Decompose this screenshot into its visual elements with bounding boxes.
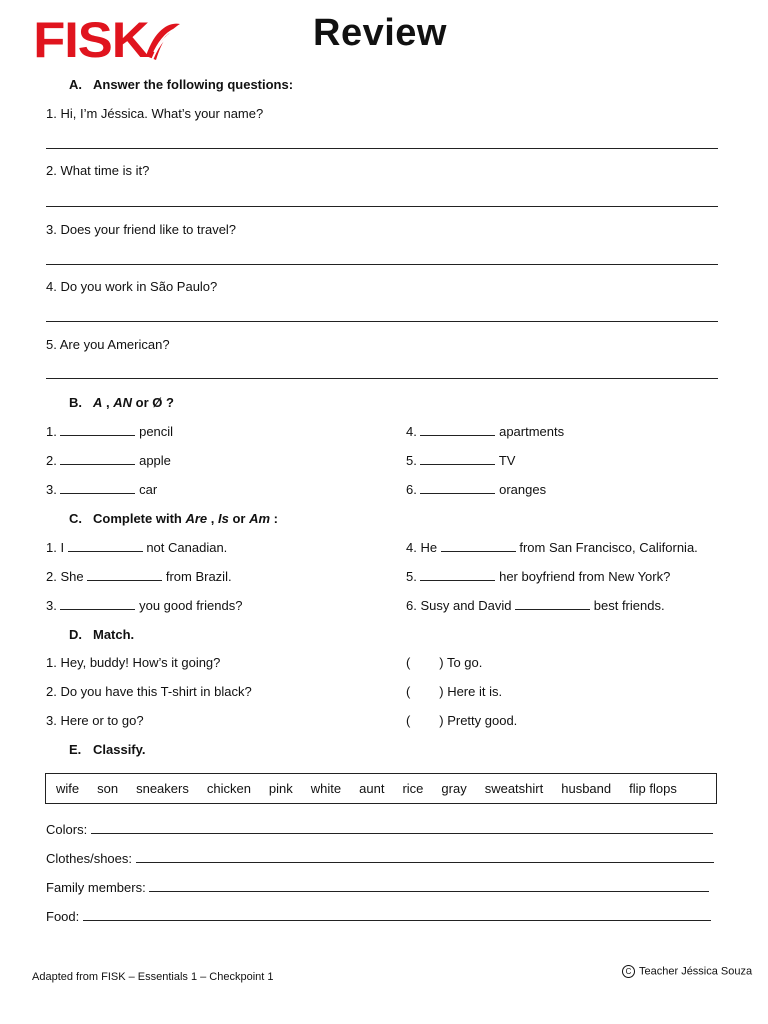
blank-field[interactable] bbox=[420, 453, 495, 465]
item-pre: 1. I bbox=[46, 540, 65, 555]
blank-field[interactable] bbox=[68, 540, 143, 552]
category-label: Family members: bbox=[46, 880, 146, 895]
word-bank-item: rice bbox=[402, 781, 424, 796]
verb-item-3 bbox=[46, 598, 242, 613]
word-bank-item: sweatshirt bbox=[484, 781, 544, 796]
blank-field[interactable] bbox=[60, 482, 135, 494]
section-d-title: Match. bbox=[93, 627, 135, 642]
item-word: apple bbox=[139, 453, 171, 468]
section-d-letter: D. bbox=[69, 627, 82, 642]
match-paren-box[interactable]: ( ) bbox=[406, 713, 444, 728]
word-bank-item: husband bbox=[561, 781, 612, 796]
section-e-letter: E. bbox=[69, 742, 82, 757]
word-bank-item: son bbox=[97, 781, 119, 796]
section-a-letter: A. bbox=[69, 77, 82, 92]
category-label: Food: bbox=[46, 909, 80, 924]
question-mark: ? bbox=[162, 395, 174, 410]
article-item-6 bbox=[406, 482, 546, 497]
category-fill-line[interactable] bbox=[83, 909, 711, 921]
item-pre: 2. She bbox=[46, 569, 84, 584]
item-word: car bbox=[139, 482, 158, 497]
category-fill-line[interactable] bbox=[149, 880, 709, 892]
blank-field[interactable] bbox=[60, 598, 135, 610]
item-post: best friends. bbox=[593, 598, 665, 613]
heading-pre: Complete with bbox=[93, 511, 186, 526]
match-answer-2 bbox=[406, 684, 502, 699]
match-question-2: 2. Do you have this T-shirt in black? bbox=[46, 684, 252, 699]
blank-field[interactable] bbox=[60, 424, 135, 436]
item-number: 5. bbox=[406, 453, 417, 468]
category-fill-line[interactable] bbox=[136, 851, 714, 863]
fisk-logo bbox=[33, 12, 182, 68]
section-c-heading bbox=[69, 511, 278, 526]
section-c-letter: C. bbox=[69, 511, 82, 526]
category-label: Clothes/shoes: bbox=[46, 851, 132, 866]
category-label: Colors: bbox=[46, 822, 88, 837]
blank-field[interactable] bbox=[60, 453, 135, 465]
category-colors bbox=[46, 822, 713, 837]
question-4: 4. Do you work in São Paulo? bbox=[46, 279, 218, 294]
article-item-1 bbox=[46, 424, 173, 439]
answer-line-2[interactable] bbox=[46, 206, 718, 207]
blank-field[interactable] bbox=[420, 424, 495, 436]
section-a-heading bbox=[69, 77, 293, 92]
sep: , bbox=[207, 511, 218, 526]
item-pre: 3. bbox=[46, 598, 57, 613]
verb-item-2 bbox=[46, 569, 232, 584]
footer-author bbox=[622, 965, 752, 978]
item-post: from Brazil. bbox=[165, 569, 232, 584]
word-bank-item: white bbox=[310, 781, 342, 796]
verb-are: Are bbox=[185, 511, 208, 526]
sep-1: , bbox=[102, 395, 114, 410]
section-e-title: Classify. bbox=[93, 742, 146, 757]
word-bank-item: aunt bbox=[359, 781, 385, 796]
item-number: 2. bbox=[46, 453, 57, 468]
article-item-4 bbox=[406, 424, 564, 439]
item-number: 3. bbox=[46, 482, 57, 497]
item-number: 4. bbox=[406, 424, 417, 439]
item-word: apartments bbox=[499, 424, 565, 439]
verb-is: Is bbox=[217, 511, 229, 526]
blank-field[interactable] bbox=[420, 569, 495, 581]
item-number: 1. bbox=[46, 424, 57, 439]
section-d-heading bbox=[69, 627, 134, 642]
answer-line-5[interactable] bbox=[46, 378, 718, 379]
question-3: 3. Does your friend like to travel? bbox=[46, 222, 237, 237]
match-answer-3 bbox=[406, 713, 517, 728]
category-fill-line[interactable] bbox=[91, 822, 713, 834]
copyright-icon: C bbox=[622, 965, 635, 978]
match-answer-text: Pretty good. bbox=[447, 713, 518, 728]
or-word: or bbox=[228, 511, 250, 526]
match-paren-box[interactable]: ( ) bbox=[406, 655, 444, 670]
word-bank-item: pink bbox=[268, 781, 293, 796]
answer-line-3[interactable] bbox=[46, 264, 718, 265]
page-title: Review bbox=[313, 12, 447, 54]
category-family bbox=[46, 880, 709, 895]
item-post: not Canadian. bbox=[146, 540, 228, 555]
word-bank bbox=[45, 773, 717, 804]
item-number: 6. bbox=[406, 482, 417, 497]
colon: : bbox=[270, 511, 278, 526]
item-word: TV bbox=[498, 453, 516, 468]
word-bank-item: sneakers bbox=[136, 781, 189, 796]
article-item-5 bbox=[406, 453, 515, 468]
section-e-heading bbox=[69, 742, 146, 757]
verb-item-1 bbox=[46, 540, 227, 555]
zero-article: Ø bbox=[152, 395, 163, 410]
article-item-2 bbox=[46, 453, 171, 468]
item-pre: 4. He bbox=[406, 540, 438, 555]
section-b-letter: B. bbox=[69, 395, 82, 410]
match-paren-box[interactable]: ( ) bbox=[406, 684, 444, 699]
section-a-title: Answer the following questions: bbox=[93, 77, 294, 92]
verb-item-4 bbox=[406, 540, 698, 555]
item-post: you good friends? bbox=[139, 598, 243, 613]
category-food bbox=[46, 909, 711, 924]
footer-credit: Adapted from FISK – Essentials 1 – Checkpoint 1 bbox=[32, 971, 274, 983]
article-an: AN bbox=[113, 395, 133, 410]
section-b-heading bbox=[69, 395, 174, 410]
blank-field[interactable] bbox=[87, 569, 162, 581]
blank-field[interactable] bbox=[515, 598, 590, 610]
question-5: 5. Are you American? bbox=[46, 337, 170, 352]
author-name: Teacher Jéssica Souza bbox=[639, 965, 753, 978]
category-clothes bbox=[46, 851, 714, 866]
match-question-3: 3. Here or to go? bbox=[46, 713, 144, 728]
answer-line-4[interactable] bbox=[46, 321, 718, 322]
item-word: oranges bbox=[499, 482, 547, 497]
word-bank-item: chicken bbox=[206, 781, 251, 796]
match-question-1: 1. Hey, buddy! How’s it going? bbox=[46, 655, 221, 670]
item-pre: 5. bbox=[406, 569, 417, 584]
question-2: 2. What time is it? bbox=[46, 163, 150, 178]
verb-item-5 bbox=[406, 569, 670, 584]
article-a: A bbox=[93, 395, 103, 410]
verb-item-6 bbox=[406, 598, 665, 613]
item-word: pencil bbox=[139, 424, 174, 439]
word-bank-item: wife bbox=[56, 781, 80, 796]
word-bank-item: flip flops bbox=[629, 781, 677, 796]
match-answer-1 bbox=[406, 655, 482, 670]
word-bank-item: gray bbox=[441, 781, 467, 796]
answer-line-1[interactable] bbox=[46, 148, 718, 149]
or-word: or bbox=[132, 395, 153, 410]
blank-field[interactable] bbox=[420, 482, 495, 494]
question-1: 1. Hi, I’m Jéssica. What’s your name? bbox=[46, 106, 264, 121]
article-item-3 bbox=[46, 482, 157, 497]
item-post: from San Francisco, California. bbox=[519, 540, 698, 555]
verb-am: Am bbox=[249, 511, 271, 526]
blank-field[interactable] bbox=[441, 540, 516, 552]
match-answer-text: Here it is. bbox=[447, 684, 503, 699]
item-post: her boyfriend from New York? bbox=[499, 569, 671, 584]
logo-text: FISK bbox=[33, 12, 149, 68]
match-answer-text: To go. bbox=[446, 655, 483, 670]
item-pre: 6. Susy and David bbox=[406, 598, 512, 613]
